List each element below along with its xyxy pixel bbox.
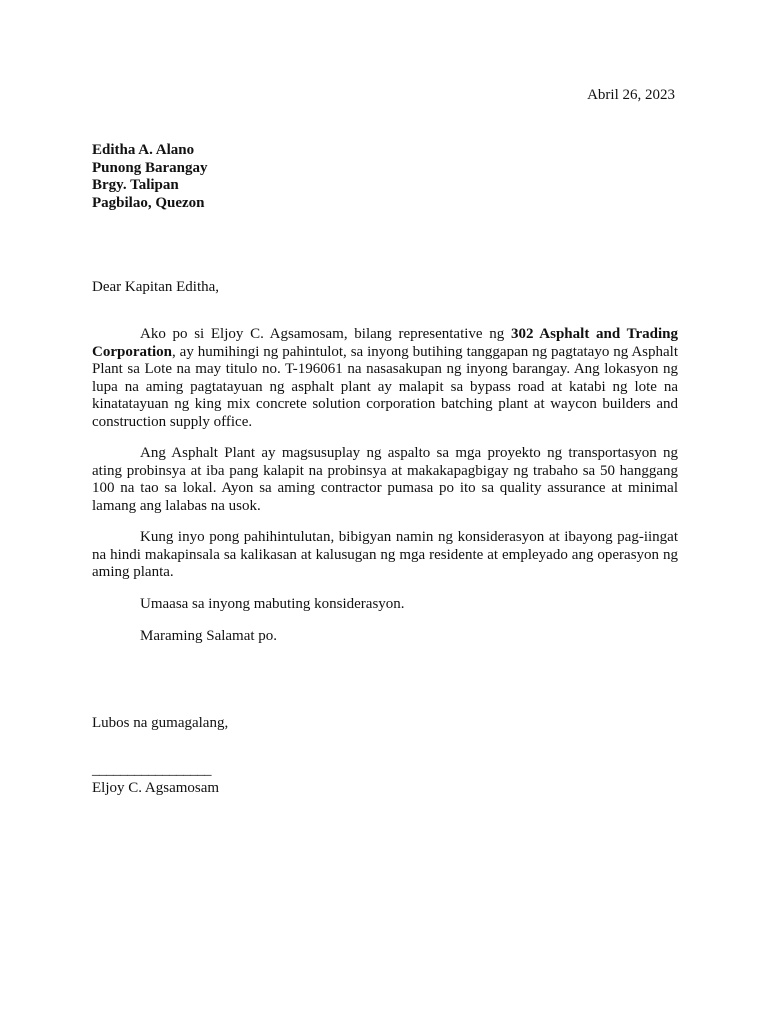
signer-name: Eljoy C. Agsamosam: [92, 780, 220, 796]
company-name: 302 Asphalt and Trading Corporation: [92, 326, 678, 360]
recipient-block: [92, 142, 207, 212]
salutation: Dear Kapitan Editha,: [92, 279, 220, 295]
paragraph-request-rest: , ay humihingi ng pahintulot, sa inyong butihing tanggapan ng pagtatayo ng Asphalt Plant sa Lote na may titulo no. T-196061 na nasasakupan ng inyong barangay. Ang lokasyon ng lupa na aming pagtatayuan ng asphalt plant ay malapit sa bypass road at katabi ng lote na kinatatayuan ng king mix concrete solution corporation batching plant at waycon builders and construction supply office.: [92, 343, 678, 430]
recipient-barangay: Brgy. Talipan: [92, 177, 179, 193]
paragraph-benefits: Ang Asphalt Plant ay magsusuplay ng aspalto sa mga proyekto ng transportasyon ng ating probinsya at iba pang kalapit na probinsya at makakapagbigay ng trabaho sa 50 hanggang 100 na tao sa lokal. Ayon sa aming contractor pumasa po ito sa quality assurance at minimal lamang ang lalabas na usok.: [92, 445, 678, 514]
recipient-location: Pagbilao, Quezon: [92, 194, 205, 211]
letter-body: [92, 326, 678, 661]
valediction: Lubos na gumagalang,: [92, 715, 229, 731]
paragraph-thanks: Maraming Salamat po.: [140, 628, 278, 644]
paragraph-request: [92, 326, 678, 431]
signature-line: _________________: [92, 762, 211, 778]
paragraph-assurance: Kung inyo pong pahihintulutan, bibigyan namin ng konsiderasyon at ibayong pag-iingat na hindi makapinsala sa kalikasan at kalusugan ng mga residente at empleyado ang operasyon ng aming planta.: [92, 529, 678, 580]
paragraph-hope: Umaasa sa inyong mabuting konsiderasyon.: [140, 595, 405, 612]
recipient-name: Editha A. Alano: [92, 142, 195, 158]
letter-date: Abril 26, 2023: [587, 87, 675, 103]
recipient-position: Punong Barangay: [92, 159, 208, 176]
paragraph-request-intro: Ako po si Eljoy C. Agsamosam, bilang representative ng: [140, 326, 511, 342]
